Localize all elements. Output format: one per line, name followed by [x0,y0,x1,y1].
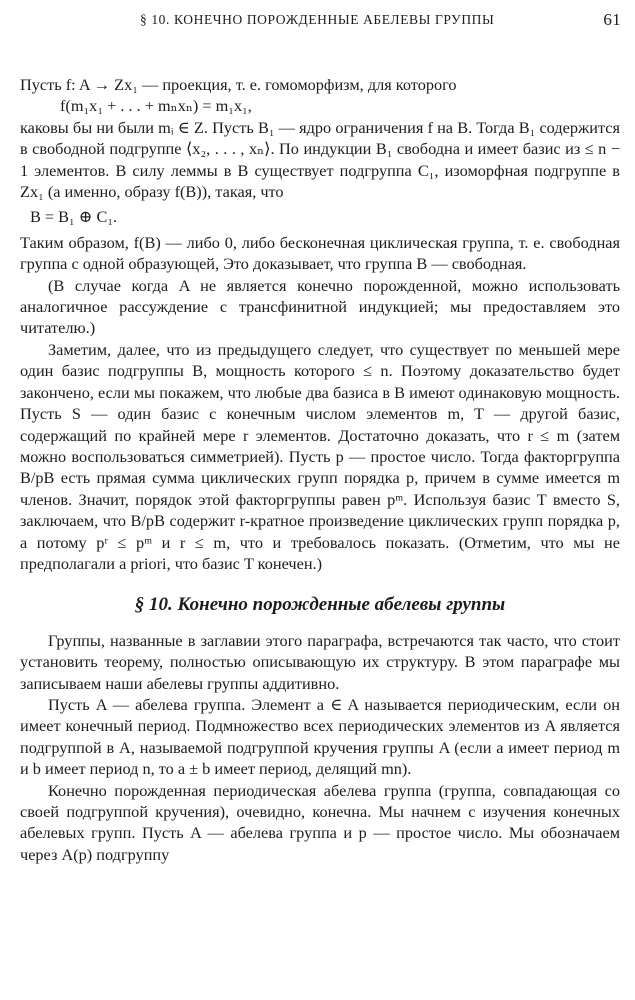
section-heading: § 10. Конечно порожденные абелевы группы [134,594,506,616]
page-number: 61 [603,10,621,29]
running-title: § 10. КОНЕЧНО ПОРОЖДЕННЫЕ АБЕЛЕВЫ ГРУППЫ [140,12,495,27]
paragraph-periodic-elements: Пусть A — абелева группа. Элемент a ∈ A называется периодическим, если он имеет конечный период. Подмножество всех периодических элементов из A является подгруппой в A, называемой подгруппой кручения группы A (если a имеет период m и b имеет период n, то a ± b имеет период, делящий mn). [20,694,620,779]
paragraph-transfinite: (В случае когда A не является конечно порожденной, можно использовать аналогичное рассуждение с трансфинитной индукцией; мы предоставляем это читателю.) [20,275,620,338]
formula-projection: f(m₁x₁ + . . . + mₙxₙ) = m₁x₁, [60,96,252,116]
paragraph-basis-cardinality: Заметим, далее, что из предыдущего следует, что существует по меньшей мере один базис подгруппы B, мощность которого ≤ n. Поэтому доказательство будет закончено, если мы покажем, что любые два базиса в B имеют одинаковую мощность. Пусть S — один базис с конечным числом элементов m, T — другой базис, содержащий по крайней мере r элементов. Достаточно доказать, что r ≤ m (затем можно воспользоваться симметрией). Пусть p — простое число. Тогда факторгруппа B/pB есть прямая сумма циклических групп порядка p, причем в сумме имеется m членов. Значит, порядок этой факторгруппы равен pᵐ. Используя базис T вместо S, заключаем, что B/pB содержит r-кратное произведение циклических групп порядка p, а потому pʳ ≤ pᵐ и r ≤ m, что и требовалось показать. (Отметим, что мы не предполагали a priori, что базис T конечен.) [20,339,620,573]
paragraph-conclusion: Таким образом, f(B) — либо 0, либо бесконечная циклическая группа, т. е. свободная группа с одной образующей, Это доказывает, что группа B — свободная. [20,232,620,274]
paragraph-projection: Пусть f: A → Zx₁ — проекция, т. е. гомоморфизм, для которого [20,75,457,94]
paragraph-kernel: каковы бы ни были mᵢ ∈ Z. Пусть B₁ — ядро ограничения f на B. Тогда B₁ содержится в свободной подгруппе ⟨x₂, . . . , xₙ⟩. По индукции B₁ свободна и имеет базис из ≤ n − 1 элементов. В силу леммы в B существует подгруппа C₁, изоморфная подгруппе в Zx₁ (а именно, образу f(B)), такая, что [20,117,620,202]
formula-direct-sum: B = B₁ ⊕ C₁. [30,207,118,227]
body-text [20,74,620,865]
paragraph-finite-groups: Конечно порожденная периодическая абелева группа (группа, совпадающая со своей подгруппой кручения), очевидно, конечна. Мы начнем с изучения конечных абелевых групп. Пусть A — абелева группа и p — простое число. Мы обозначаем через A(p) подгруппу [20,780,620,864]
paragraph-section-intro: Группы, названные в заглавии этого параграфа, встречаются так часто, что стоит установить теорему, полностью описывающую их структуру. В этом параграфе мы записываем наши абелевы группы аддитивно. [20,630,620,693]
page-header [20,10,621,34]
